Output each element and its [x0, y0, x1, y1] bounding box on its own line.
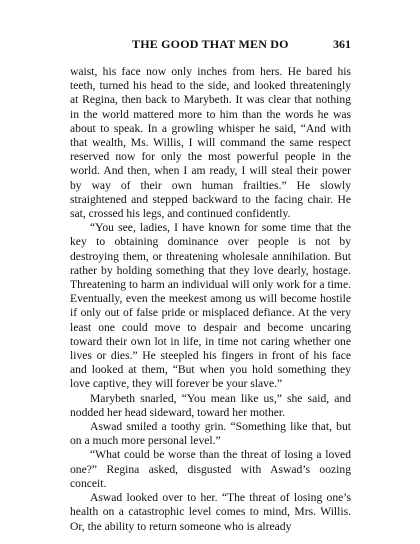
paragraph: Aswad looked over to her. “The threat of losing one’s health on a catastrophic level comes to mind, Mrs. Willis. Or, the ability to return someone who is already — [70, 491, 351, 533]
paragraph: Marybeth snarled, “You mean like us,” she said, and nodded her head sideward, toward her mother. — [70, 391, 351, 419]
paragraph: “What could be worse than the threat of losing a loved one?” Regina asked, disgusted with Aswad’s oozing conceit. — [70, 448, 351, 490]
running-title: THE GOOD THAT MEN DO — [132, 37, 289, 51]
running-head — [70, 36, 351, 52]
paragraph: Aswad smiled a toothy grin. “Something like that, but on a much more personal level.” — [70, 420, 351, 448]
paragraph: “You see, ladies, I have known for some time that the key to obtaining dominance over people is not by destroying them, or threatening wholesale annihilation. But rather by holding something that they love dearly, hostage. Threatening to harm an individual will only work for a time. Eventually, even the meekest among us will become hostile if only out of false pride or misplaced defiance. At the very least one could move to despair and become uncaring toward their own lot in life, in time not caring whether one lives or dies.” He steepled his fingers in front of his face and looked at them, “But when you hold something they love captive, they will forever be your slave.” — [70, 221, 351, 391]
paragraph-continued: waist, his face now only inches from hers. He bared his teeth, turned his head to the side, and looked threateningly at Regina, then back to Marybeth. It was clear that nothing in the world mattered more to him than the words he was about to speak. In a growling whisper he said, “And with that wealth, Ms. Willis, I will command the same respect reserved now for only the most powerful people in the world. And then, when I am ready, I will steal their power by way of their own human frailties.” He slowly straightened and stepped backward to the facing chair. He sat, crossed his legs, and continued confidently. — [70, 65, 351, 221]
page-number: 361 — [333, 37, 351, 51]
body-text — [70, 65, 351, 534]
